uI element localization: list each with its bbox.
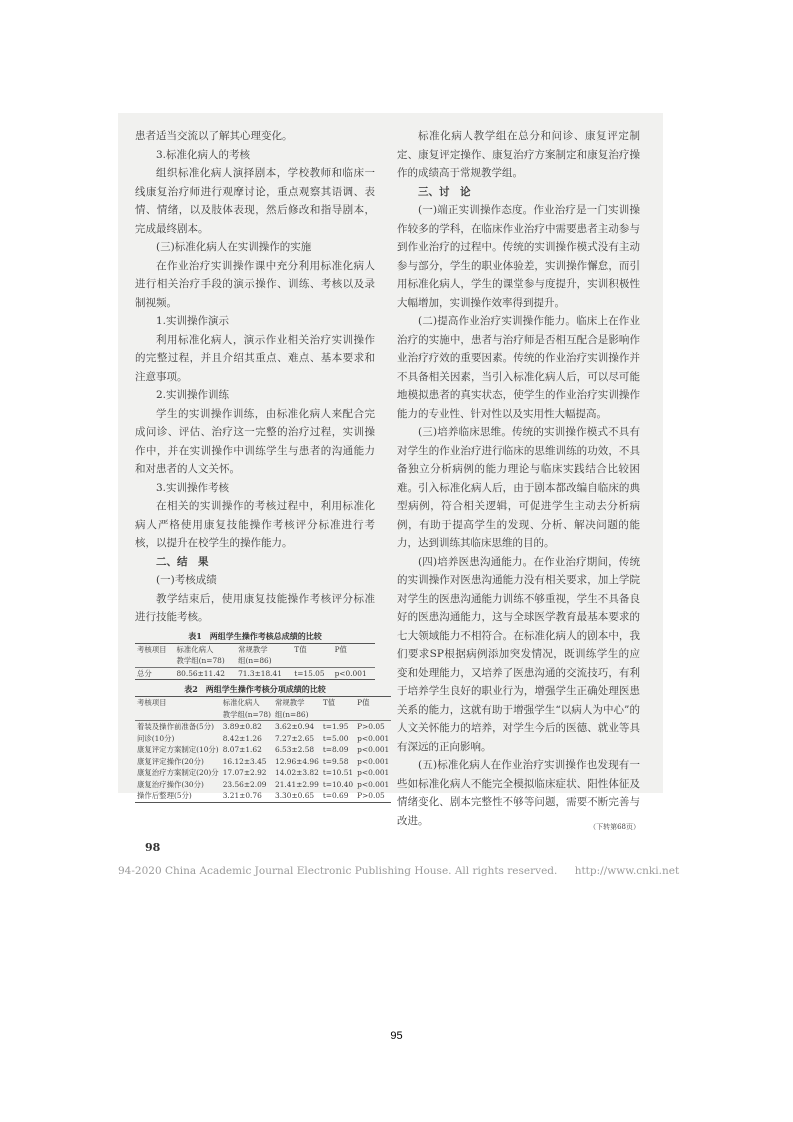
table-cell: 康复治疗方案制定(20)分 — [137, 768, 219, 777]
table-cell: 80.56±11.42 — [176, 668, 225, 678]
table-row — [135, 744, 391, 756]
table-cell: 康复评定操作(20分) — [137, 756, 204, 766]
table-cell: t=5.00 — [322, 733, 349, 743]
paragraph: 标准化病人教学组在总分和问诊、康复评定制定、康复评定操作、康复治疗方案制定和康复治疗操作的成绩高于常规教学组。 — [397, 130, 640, 179]
table-cell: 21.41±2.99 — [275, 779, 319, 789]
scanned-journal-page — [118, 113, 680, 877]
table-cell: 6.53±2.58 — [275, 745, 315, 754]
table-row — [135, 756, 391, 768]
table-cell: p<0.001 — [357, 745, 390, 754]
paragraph: 学生的实训操作训练，由标准化病人来配合完成问诊、评估、治疗这一完整的治疗过程，实训操作中，并在实训操作中训练学生与患者的沟通能力和对患者的人文关怀。 — [135, 407, 375, 475]
table-cell: t=15.05 — [294, 668, 325, 678]
table-row — [135, 733, 391, 745]
table-cell: 康复评定方案制定(10分) — [137, 745, 219, 754]
table-cell: t=9.58 — [322, 756, 349, 766]
table1-subheader — [292, 655, 332, 667]
table-cell: 16.12±3.45 — [222, 756, 267, 766]
scan-page-number: 98 — [145, 841, 161, 854]
table-row — [135, 779, 391, 791]
paragraph: (一)端正实训操作态度。作业治疗是一门实训操作较多的学科，在临床作业治疗中需要患者主动参与到作业治疗的过程中。传统的实训操作模式没有主动参与部分，学生的职业体验差，实训操作懈怠，而引用标准化病人，学生的课堂参与度提升，实训积极性大幅增加，实训操作效率得到提升。 — [397, 204, 640, 309]
table-cell: 17.07±2.92 — [222, 768, 267, 777]
table-cell: 3.21±0.76 — [222, 791, 262, 800]
table-cell: 8.42±1.26 — [222, 733, 262, 743]
copyright-text: 94-2020 China Academic Journal Electronic Publishing House. All rights reserved. — [118, 865, 558, 877]
table-cell: t=8.09 — [322, 745, 349, 754]
paragraph: (三)培养临床思维。传统的实训操作模式不具有对学生的作业治疗进行临床的思维训练的功效，不具备独立分析病例的能力理论与临床实践结合比较困难。引入标准化病人后，由于剧本都改编自临床的典型病例，符合相关逻辑，可促进学生主动去分析病例，有助于提高学生的发现、分析、解决问题的能力，达到训练其临床思维的目的。 — [397, 426, 640, 549]
paragraph: 在作业治疗实训操作课中充分利用标准化病人进行相关治疗手段的演示操作、训练、考核以及录制视频。 — [135, 259, 375, 309]
table-cell: t=10.51 — [322, 768, 354, 777]
website-text: http://www.cnki.net — [574, 865, 680, 877]
copyright-footer — [118, 865, 693, 877]
table-cell: 总分 — [137, 668, 152, 678]
table-cell: 14.02±3.82 — [275, 768, 319, 777]
right-column — [397, 127, 640, 837]
table-row — [135, 767, 391, 779]
table2-subheader — [355, 709, 391, 721]
paragraph: (四)培养医患沟通能力。在作业治疗期间，传统的实训操作对医患沟通能力没有相关要求，加上学院对学生的医患沟通能力训练不够重视，学生不具备良好的医患沟通能力，这与全球医学教育最基本要求的七大领域能力不相符合。在标准化病人的剧本中，我们要求SP根据病例添加突发情况，既训练学生的应变和处理能力，又培养了医患沟通的交流技巧，有利于培养学生良好的职业行为，增强学生正确处理医患关系的能力，这就有助于增强学生“以病人为中心”的人文关怀能力的培养，对学生今后的医德、就业等具有深远的正向影响。 — [397, 555, 640, 753]
table-cell: 12.96±4.96 — [275, 756, 319, 766]
table1-subheader — [333, 655, 375, 667]
paragraph: (五)标准化病人在作业治疗实训操作也发现有一些如标准化病人不能完全模拟临床症状、阳性体征及情绪变化、剧本完整性不够等问题，需要不断完善与改进。 — [397, 759, 640, 827]
table-row — [135, 667, 375, 680]
table-row — [135, 790, 391, 802]
subsection-heading: 3.实训操作考核 — [156, 481, 230, 494]
subsection-heading: 1.实训操作演示 — [156, 315, 230, 327]
table2-subheader: 教学组(n=78) — [222, 709, 271, 719]
results-heading: 二、结 果 — [156, 555, 209, 568]
paragraph: 患者适当交流以了解其心理变化。 — [135, 130, 293, 142]
section-heading: (三)标准化病人在实训操作的实施 — [156, 241, 312, 253]
table2-subheader: 组(n=86) — [273, 709, 321, 721]
discussion-heading: 三、讨 论 — [418, 185, 471, 198]
table-cell: 康复治疗操作(30分) — [137, 779, 204, 789]
table2 — [135, 696, 391, 803]
paragraph: 组织标准化病人演择剧本，学校教师和临床一线康复治疗师进行观摩讨论，重点观察其语调、表情、情绪，以及肢体表现，然后修改和指导剧本，完成最终剧本。 — [135, 167, 375, 235]
subsection-heading: 2.实训操作训练 — [156, 389, 230, 401]
paragraph: (二)提高作业治疗实训操作能力。临床上在作业治疗的实施中，患者与治疗师是否相互配合是影响作业治疗疗效的重要因素。传统的作业治疗实训操作并不具备相关因素，当引入标准化病人后，可以尽可能地模拟患者的真实状态，使学生的作业治疗实训操作能力的专业性、针对性以及实用性大幅提高。 — [397, 315, 640, 420]
table-cell: p<0.001 — [357, 756, 390, 766]
table2-header: P值 — [357, 698, 370, 707]
table1-caption: 表1 两组学生操作考核总成绩的比较 — [188, 630, 322, 641]
paragraph: 在相关的实训操作的考核过程中，利用标准化病人严格使用康复技能操作考核评分标准进行考核，以提升在校学生的操作能力。 — [135, 500, 375, 549]
subsection-heading: 3.标准化病人的考核 — [156, 148, 251, 161]
table-cell: 着装及操作前准备(5分) — [137, 722, 214, 731]
table-row — [135, 721, 391, 733]
table1-subheader — [135, 655, 174, 667]
table-cell: P>0.05 — [357, 791, 385, 800]
section-heading: (一)考核成绩 — [156, 574, 217, 586]
table-cell: 操作后整理(5分) — [137, 791, 192, 800]
table-cell: 问诊(10分) — [137, 733, 175, 743]
table1-subheader: 组(n=86) — [236, 655, 292, 667]
page-number: 95 — [390, 1030, 403, 1042]
table2-subheader — [135, 709, 221, 721]
table1-header: 考核项目 — [137, 644, 167, 654]
table1-subheader: 教学组(n=78) — [174, 655, 236, 667]
table-cell: p<0.001 — [357, 779, 390, 789]
table1 — [135, 643, 375, 681]
left-column — [135, 127, 390, 803]
table2-header: 标准化病人 — [222, 698, 260, 707]
table-cell: 3.62±0.94 — [275, 722, 315, 731]
paragraph: 利用标准化病人，演示作业相关治疗实训操作的完整过程，并且介绍其重点、难点、基本要求和注意事项。 — [135, 333, 375, 383]
table-cell: 3.89±0.82 — [222, 722, 262, 731]
table-cell: p<0.001 — [334, 668, 367, 678]
table-cell: t=0.69 — [322, 791, 349, 800]
table2-header: 考核项目 — [137, 698, 167, 707]
table-cell: p<0.001 — [357, 768, 390, 777]
table2-header: T值 — [322, 698, 336, 707]
table-cell: p<0.001 — [357, 733, 390, 743]
table2-subheader — [321, 709, 355, 721]
paragraph: 教学结束后，使用康复技能操作考核评分标准进行技能考核。 — [135, 592, 375, 623]
table-cell: 7.27±2.65 — [275, 733, 315, 743]
table1-header: P值 — [334, 644, 347, 654]
table-cell: 71.3±18.41 — [238, 668, 282, 678]
table-cell: t=1.95 — [322, 722, 349, 731]
continued-note: （下转第68页） — [589, 823, 640, 831]
table-cell: t=10.40 — [322, 779, 354, 789]
table-cell: P>0.05 — [357, 722, 385, 731]
table2-caption: 表2 两组学生操作考核分项成绩的比较 — [184, 684, 326, 694]
table-cell: 23.56±2.09 — [222, 779, 267, 789]
table1-header: T值 — [294, 644, 307, 654]
table-cell: 8.07±1.62 — [222, 745, 262, 754]
table2-header: 常规教学 — [275, 698, 305, 707]
table1-header: 常规教学 — [238, 644, 268, 654]
table-cell: 3.30±0.65 — [275, 791, 315, 800]
table1-header: 标准化病人 — [176, 644, 214, 654]
